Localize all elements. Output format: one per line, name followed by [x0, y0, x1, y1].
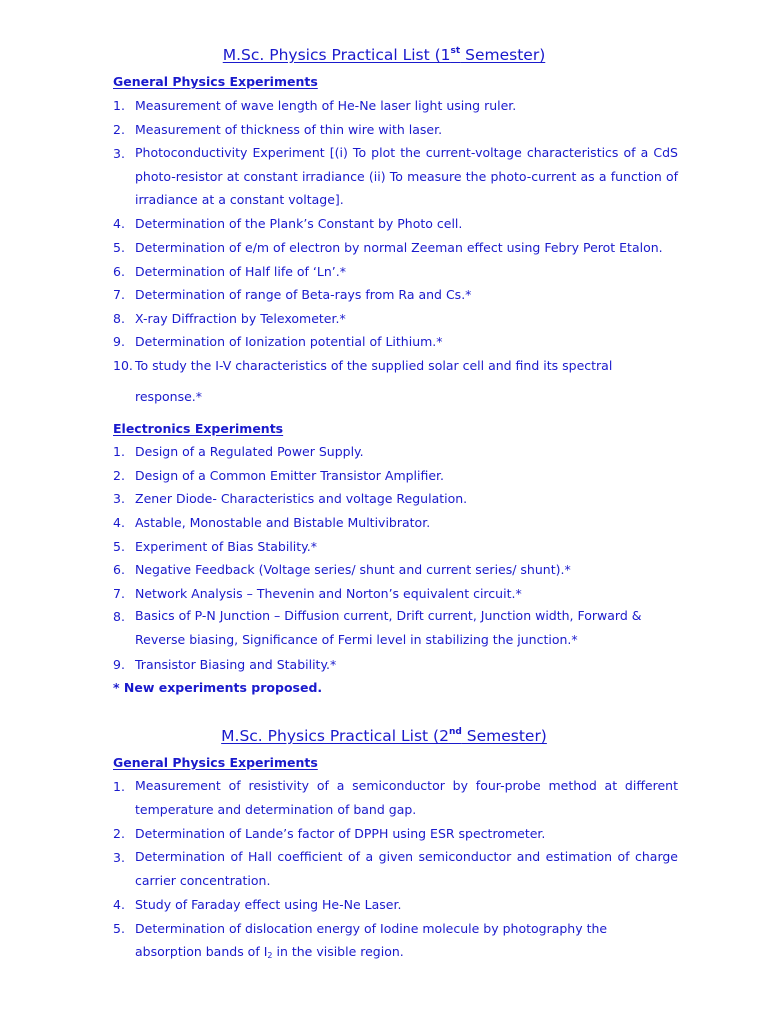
list-item: 7. Determination of range of Beta-rays from Ra and Cs.*	[113, 287, 472, 302]
list-item: 5. Experiment of Bias Stability.*	[113, 539, 318, 554]
list-item: 4. Determination of the Plank’s Constant by Photo cell.	[113, 216, 463, 231]
list-item: 5. Determination of e/m of electron by normal Zeeman effect using Febry Perot Etalon.	[113, 240, 663, 255]
list-item: 8. X-ray Diffraction by Telexometer.*	[113, 311, 346, 326]
list-item: 1. Measurement of wave length of He-Ne laser light using ruler.	[113, 98, 517, 113]
list-item: 2. Determination of Lande’s factor of DPPH using ESR spectrometer.	[113, 826, 546, 841]
list-item: 3. Zener Diode- Characteristics and voltage Regulation.	[113, 491, 468, 506]
list-item: 7. Network Analysis – Thevenin and Norton’s equivalent circuit.*	[113, 586, 522, 601]
list-item: 4. Astable, Monostable and Bistable Multivibrator.	[113, 515, 431, 530]
list-item-continuation: absorption bands of $I_2$ in the visible region.	[135, 944, 404, 960]
semester1-electronics-heading: Electronics Experiments	[113, 421, 284, 436]
list-item: 8. Basics of P-N Junction – Diffusion current, Drift current, Junction width, Forward & Reverse biasing, Significance of Fermi level in stabilizing the junction.*	[113, 608, 642, 647]
list-item: 6. Negative Feedback (Voltage series/ shunt and current series/ shunt).*	[113, 562, 571, 577]
list-item: 3. Determination of Hall coefficient of a given semiconductor and estimation of charge carrier concentration.	[113, 849, 678, 888]
list-item: 1. Design of a Regulated Power Supply.	[113, 444, 364, 459]
list-item: 5. Determination of dislocation energy of Iodine molecule by photography the	[113, 921, 608, 936]
list-item: 9. Transistor Biasing and Stability.*	[113, 657, 337, 672]
semester1-title: M.Sc. Physics Practical List (1st Semester)	[222, 46, 546, 64]
list-item-continuation: response.*	[135, 389, 202, 404]
list-item: 6. Determination of Half life of ‘Ln’.*	[113, 264, 346, 279]
footnote: * New experiments proposed.	[113, 680, 323, 695]
semester2-title: M.Sc. Physics Practical List (2nd Semester)	[221, 727, 547, 745]
semester1-general-heading: General Physics Experiments	[113, 74, 318, 89]
list-item: 4. Study of Faraday effect using He-Ne Laser.	[113, 897, 402, 912]
list-item: 9. Determination of Ionization potential of Lithium.*	[113, 334, 443, 349]
list-item: 2. Measurement of thickness of thin wire with laser.	[113, 122, 443, 137]
list-item: 3. Photoconductivity Experiment [(i) To plot the current-voltage characteristics of a CdS photo-resistor at constant irradiance (ii) To measure the photo-current as a function of irradiance at a constant voltage].	[113, 145, 678, 207]
list-item: 10. To study the I-V characteristics of the supplied solar cell and find its spectral	[113, 358, 613, 373]
semester2-general-heading: General Physics Experiments	[113, 755, 318, 770]
list-item: 1. Measurement of resistivity of a semiconductor by four-probe method at different temperature and determination of band gap.	[113, 778, 678, 817]
list-item: 2. Design of a Common Emitter Transistor Amplifier.	[113, 468, 445, 483]
